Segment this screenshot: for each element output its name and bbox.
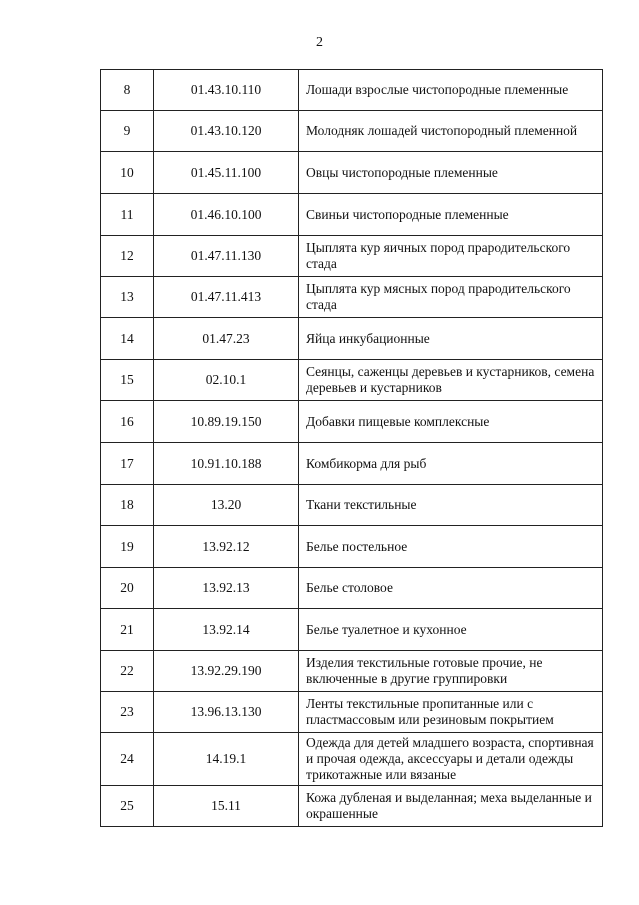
row-number-cell: 22 (101, 651, 154, 692)
product-name-cell: Цыплята кур мясных пород прародительского стада (299, 277, 603, 318)
product-name-cell: Белье столовое (299, 568, 603, 609)
okpd-code-cell: 02.10.1 (154, 360, 299, 401)
table-row (101, 609, 603, 651)
row-number-cell: 20 (101, 568, 154, 609)
table-row (101, 194, 603, 236)
product-name-cell: Белье туалетное и кухонное (299, 609, 603, 651)
table-row (101, 443, 603, 485)
okpd-code-cell: 01.43.10.110 (154, 70, 299, 111)
table-row (101, 692, 603, 733)
row-number-cell: 9 (101, 111, 154, 152)
page-number: 2 (316, 35, 323, 50)
product-name-cell: Ленты текстильные пропитанные или с пластмассовым или резиновым покрытием (299, 692, 603, 733)
table-row (101, 568, 603, 609)
okpd-code-cell: 10.89.19.150 (154, 401, 299, 443)
product-name-cell: Сеянцы, саженцы деревьев и кустарников, семена деревьев и кустарников (299, 360, 603, 401)
product-name-cell: Добавки пищевые комплексные (299, 401, 603, 443)
product-name-cell: Молодняк лошадей чистопородный племенной (299, 111, 603, 152)
row-number-cell: 8 (101, 70, 154, 111)
product-name-cell: Изделия текстильные готовые прочие, не включенные в другие группировки (299, 651, 603, 692)
product-name-cell: Кожа дубленая и выделанная; меха выделанные и окрашенные (299, 786, 603, 827)
row-number-cell: 16 (101, 401, 154, 443)
okpd-code-cell: 01.47.11.413 (154, 277, 299, 318)
row-number-cell: 11 (101, 194, 154, 236)
product-codes-table (100, 69, 603, 827)
table-row (101, 485, 603, 526)
product-name-cell: Одежда для детей младшего возраста, спортивная и прочая одежда, аксессуары и детали одежды трикотажные или вязаные (299, 733, 603, 786)
table-row (101, 277, 603, 318)
row-number-cell: 14 (101, 318, 154, 360)
table-row (101, 236, 603, 277)
row-number-cell: 19 (101, 526, 154, 568)
okpd-code-cell: 13.92.29.190 (154, 651, 299, 692)
table-row (101, 152, 603, 194)
table-row (101, 401, 603, 443)
table-row (101, 651, 603, 692)
okpd-code-cell: 13.96.13.130 (154, 692, 299, 733)
table-row (101, 526, 603, 568)
product-name-cell: Лошади взрослые чистопородные племенные (299, 70, 603, 111)
row-number-cell: 18 (101, 485, 154, 526)
row-number-cell: 25 (101, 786, 154, 827)
product-name-cell: Овцы чистопородные племенные (299, 152, 603, 194)
okpd-code-cell: 13.92.14 (154, 609, 299, 651)
table-row (101, 111, 603, 152)
table-row (101, 786, 603, 827)
table-body (101, 70, 603, 827)
row-number-cell: 15 (101, 360, 154, 401)
okpd-code-cell: 01.45.11.100 (154, 152, 299, 194)
row-number-cell: 17 (101, 443, 154, 485)
okpd-code-cell: 01.46.10.100 (154, 194, 299, 236)
product-name-cell: Цыплята кур яичных пород прародительского стада (299, 236, 603, 277)
okpd-code-cell: 14.19.1 (154, 733, 299, 786)
table-row (101, 360, 603, 401)
row-number-cell: 23 (101, 692, 154, 733)
okpd-code-cell: 01.47.23 (154, 318, 299, 360)
product-name-cell: Яйца инкубационные (299, 318, 603, 360)
okpd-code-cell: 13.92.12 (154, 526, 299, 568)
okpd-code-cell: 15.11 (154, 786, 299, 827)
row-number-cell: 24 (101, 733, 154, 786)
okpd-code-cell: 10.91.10.188 (154, 443, 299, 485)
product-name-cell: Ткани текстильные (299, 485, 603, 526)
okpd-code-cell: 01.43.10.120 (154, 111, 299, 152)
product-name-cell: Свиньи чистопородные племенные (299, 194, 603, 236)
row-number-cell: 21 (101, 609, 154, 651)
row-number-cell: 13 (101, 277, 154, 318)
table-row (101, 318, 603, 360)
table-row (101, 733, 603, 786)
row-number-cell: 12 (101, 236, 154, 277)
okpd-code-cell: 13.20 (154, 485, 299, 526)
product-name-cell: Белье постельное (299, 526, 603, 568)
table-row (101, 70, 603, 111)
okpd-code-cell: 01.47.11.130 (154, 236, 299, 277)
okpd-code-cell: 13.92.13 (154, 568, 299, 609)
row-number-cell: 10 (101, 152, 154, 194)
product-name-cell: Комбикорма для рыб (299, 443, 603, 485)
